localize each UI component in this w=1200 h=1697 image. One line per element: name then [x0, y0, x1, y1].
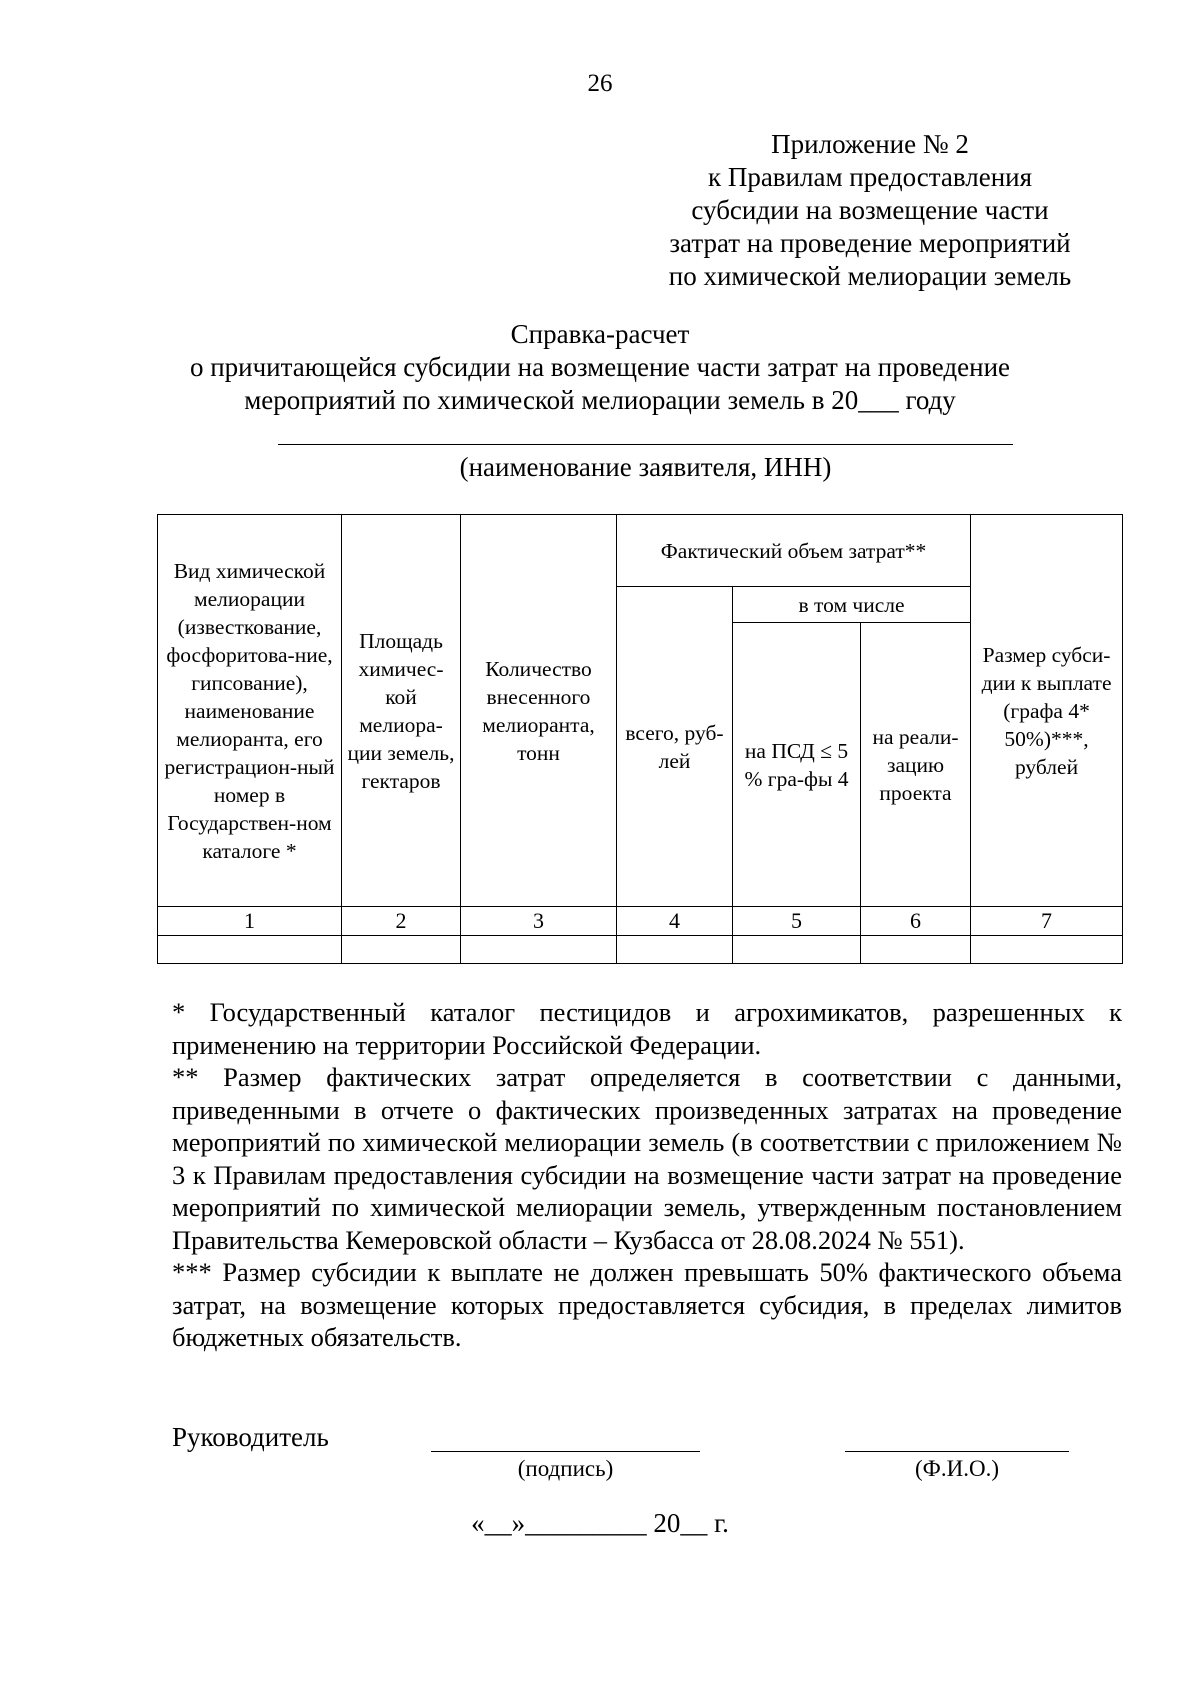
- table-cell: [971, 936, 1123, 964]
- table-cell: [158, 936, 342, 964]
- column-number: 4: [617, 907, 733, 936]
- document-title: [140, 318, 1060, 417]
- table-cell: [461, 936, 617, 964]
- header-area: Площадь химичес-кой мелиора-ции земель, гектаров: [342, 515, 461, 907]
- signer-role: Руководитель: [172, 1422, 329, 1452]
- table-cell: [617, 936, 733, 964]
- header-actual-costs: Фактический объем затрат**: [617, 515, 971, 587]
- footnote: ** Размер фактических затрат определяется в соответствии с данными, приведенными в отчете о фактических произведенных затратах на проведение мероприятий по химической мелиорации земель (в соответствии с приложением № 3 к Правилам предоставления субсидии на возмещение части затрат на проведение мероприятий по химической мелиорации земель, утвержденным постановлением Правительства Кемеровской области – Кузбасса от 28.08.2024 № 551).: [172, 1062, 1122, 1255]
- date-line: «__»_________ 20__ г.: [471, 1508, 729, 1538]
- table-cell: [733, 936, 861, 964]
- header-including: в том числе: [733, 587, 971, 623]
- header-project-implementation: на реали-зацию проекта: [861, 623, 971, 907]
- column-number: 6: [861, 907, 971, 936]
- table-cell: [342, 936, 461, 964]
- name-line: [845, 1451, 1069, 1452]
- header-subsidy-amount: Размер субси-дии к выплате (графа 4* 50%)***, рублей: [971, 515, 1123, 907]
- header-design-docs: на ПСД ≤ 5 % гра-фы 4: [733, 623, 861, 907]
- annex-header: [620, 128, 1120, 293]
- column-numbers-row: [158, 907, 1123, 936]
- table-cell: [861, 936, 971, 964]
- column-number: 7: [971, 907, 1123, 936]
- column-number: 2: [342, 907, 461, 936]
- title-line: о причитающейся субсидии на возмещение части затрат на проведение: [189, 352, 1011, 382]
- annex-line: Приложение № 2: [771, 129, 969, 159]
- annex-line: к Правилам предоставления: [707, 162, 1033, 192]
- footnotes: [172, 996, 1122, 1354]
- applicant-blank-line: [278, 444, 1013, 445]
- signature-line: [431, 1451, 700, 1452]
- calculation-table: [157, 514, 1123, 964]
- header-total-rubles: всего, руб-лей: [617, 587, 733, 907]
- footnote: * Государственный каталог пестицидов и агрохимикатов, разрешенных к применению на территории Российской Федерации.: [172, 997, 1122, 1060]
- annex-line: затрат на проведение мероприятий: [669, 228, 1071, 258]
- column-number: 1: [158, 907, 342, 936]
- header-ameliorant-quantity: Количество внесенного мелиоранта, тонн: [461, 515, 617, 907]
- page-number: 26: [587, 70, 613, 97]
- header-reclamation-type: Вид химической мелиорации (известкование, фосфоритова-ние, гипсование), наименование мелиоранта, его регистрацион-ный номер в Государствен-ном каталоге *: [158, 515, 342, 907]
- signature-caption: (подпись): [517, 1456, 614, 1481]
- title-line: мероприятий по химической мелиорации земель в 20___ году: [244, 385, 956, 415]
- annex-line: субсидии на возмещение части: [691, 195, 1049, 225]
- title-line: Справка-расчет: [510, 319, 690, 349]
- footnote: *** Размер субсидии к выплате не должен превышать 50% фактического объема затрат, на возмещение которых предоставляется субсидия, в пределах лимитов бюджетных обязательств.: [172, 1257, 1122, 1352]
- column-number: 5: [733, 907, 861, 936]
- applicant-caption: (наименование заявителя, ИНН): [459, 452, 832, 482]
- name-caption: (Ф.И.О.): [915, 1456, 999, 1481]
- table-row: [158, 936, 1123, 964]
- column-number: 3: [461, 907, 617, 936]
- annex-line: по химической мелиорации земель: [668, 261, 1072, 291]
